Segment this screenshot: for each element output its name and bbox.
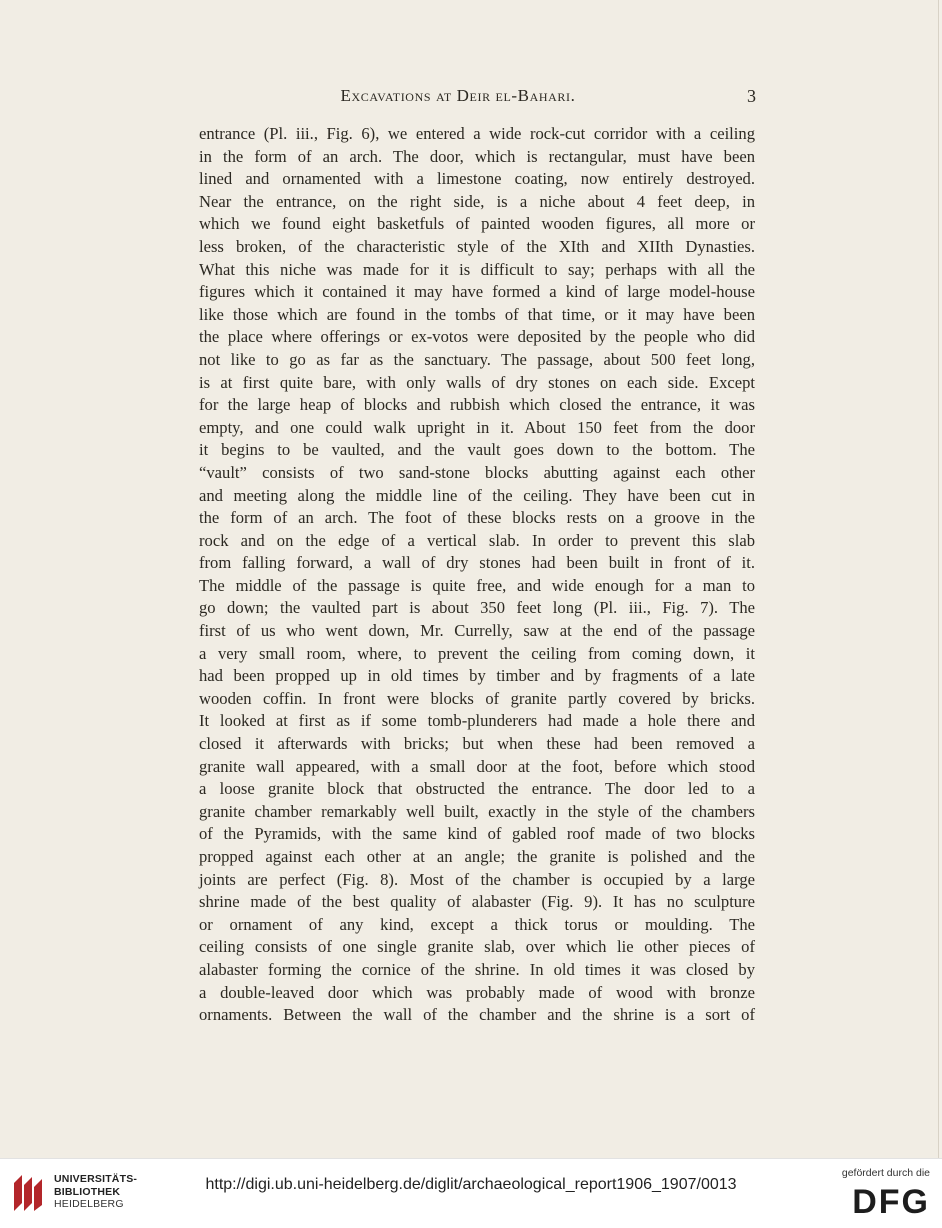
library-name-line3: HEIDELBERG: [54, 1198, 124, 1210]
text-line: the place where offerings or ex-votos were deposited by the people who did: [199, 327, 755, 347]
running-title: Excavations at Deir el-Bahari.: [340, 86, 576, 105]
text-line: which we found eight basketfuls of painted wooden figures, all more or: [199, 214, 755, 234]
text-line: for the large heap of blocks and rubbish which closed the entrance, it was: [199, 395, 755, 415]
text-line: joints are perfect (Fig. 8). Most of the chamber is occupied by a large: [199, 869, 755, 889]
library-name-line1: UNIVERSITÄTS-: [54, 1173, 138, 1185]
page-number: 3: [747, 86, 756, 106]
funder-caption: gefördert durch die: [841, 1167, 930, 1179]
text-line: figures which it contained it may have formed a kind of large model-house: [199, 282, 755, 302]
text-line: propped against each other at an angle; the granite is polished and the: [199, 847, 755, 866]
text-line: The middle of the passage is quite free, and wide enough for a man to: [199, 575, 755, 595]
text-line: lined and ornamented with a limestone coating, now entirely destroyed.: [199, 169, 755, 189]
text-line: shrine made of the best quality of alabaster (Fig. 9). It has no sculpture: [199, 892, 755, 912]
text-line: “vault” consists of two sand-stone blocks abutting against each other: [199, 462, 755, 482]
text-line: first of us who went down, Mr. Currelly, saw at the end of the passage: [199, 621, 755, 641]
text-line: alabaster forming the cornice of the shrine. In old times it was closed by: [199, 959, 755, 979]
text-line: It looked at first as if some tomb-plunderers had made a hole there and: [199, 711, 755, 731]
text-line: Near the entrance, on the right side, is a niche about 4 feet deep, in: [199, 191, 755, 211]
library-name-line2: BIBLIOTHEK: [54, 1185, 121, 1198]
funder-block[interactable]: [820, 1167, 930, 1219]
text-line: is at first quite bare, with only walls of dry stones on each side. Except: [199, 372, 755, 392]
page-header: [200, 86, 756, 110]
text-line: the form of an arch. The foot of these blocks rests on a groove in the: [199, 508, 755, 528]
text-line: it begins to be vaulted, and the vault goes down to the bottom. The: [199, 440, 755, 460]
text-line: a double-leaved door which was probably made of wood with bronze: [199, 982, 755, 1002]
text-line: a loose granite block that obstructed the entrance. The door led to a: [199, 779, 755, 799]
text-line: like those which are found in the tombs of that time, or it may have been: [199, 304, 755, 324]
text-line: granite chamber remarkably well built, exactly in the style of the chambers: [199, 801, 755, 821]
text-line: go down; the vaulted part is about 350 feet long (Pl. iii., Fig. 7). The: [199, 598, 755, 618]
text-line: not like to go as far as the sanctuary. The passage, about 500 feet long,: [199, 349, 755, 369]
text-line: rock and on the edge of a vertical slab. In order to prevent this slab: [199, 530, 755, 550]
text-line: ornaments. Between the wall of the chamber and the shrine is a sort of: [199, 1005, 755, 1025]
text-line: had been propped up in old times by timber and by fragments of a late: [199, 666, 755, 686]
text-line: a very small room, where, to prevent the ceiling from coming down, it: [199, 643, 755, 663]
text-line: or ornament of any kind, except a thick torus or moulding. The: [199, 914, 755, 934]
text-line: from falling forward, a wall of dry stones had been built in front of it.: [199, 553, 755, 573]
viewer-footer: [0, 1158, 942, 1228]
body-text: [199, 123, 755, 1027]
document-url-link[interactable]: http://digi.ub.uni-heidelberg.de/diglit/archaeological_report1906_1907/0013: [205, 1176, 737, 1193]
text-line: in the form of an arch. The door, which is rectangular, must have been: [199, 146, 755, 166]
text-line: of the Pyramids, with the same kind of gabled roof made of two blocks: [199, 824, 755, 844]
text-line: and meeting along the middle line of the ceiling. They have been cut in: [199, 485, 755, 505]
dfg-logo-icon: DFG: [852, 1183, 930, 1221]
text-line: wooden coffin. In front were blocks of granite partly covered by bricks.: [199, 688, 755, 708]
text-line: less broken, of the characteristic style of the XIth and XIIth Dynasties.: [199, 236, 755, 256]
text-line: entrance (Pl. iii., Fig. 6), we entered a wide rock-cut corridor with a ceiling: [199, 124, 755, 143]
text-line: ceiling consists of one single granite slab, over which lie other pieces of: [199, 937, 755, 957]
text-line: granite wall appeared, with a small door at the foot, before which stood: [199, 756, 755, 776]
text-line: What this niche was made for it is difficult to say; perhaps with all the: [199, 259, 755, 279]
text-line: closed it afterwards with bricks; but when these had been removed a: [199, 734, 755, 754]
text-line: empty, and one could walk upright in it. About 150 feet from the door: [199, 417, 755, 437]
